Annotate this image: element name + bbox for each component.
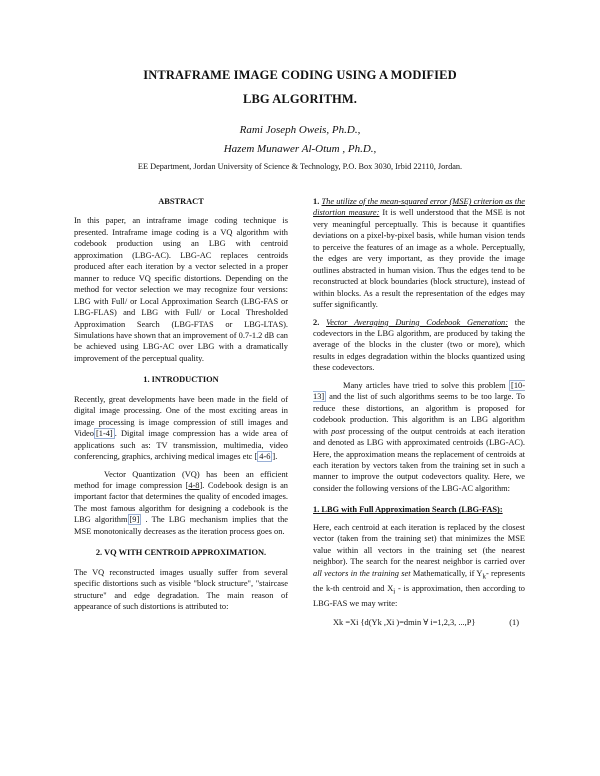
introduction-heading: 1. INTRODUCTION bbox=[143, 375, 219, 385]
abstract-text: In this paper, an intraframe image coding technique is presented. Intraframe image coding is a VQ algorithm with codebook production using an LBG with centroid approximation (LBG-AC). LBG-AC replaces centroids produced after each iteration by a vector selected in a proper manner to reduce VQ specific distortions. Depending on the method for vector selection we may recognize four versions: LBG with Full/ or Local Approximation Search (LBG-FAS or LBG-FLAS) and LBG with Full/ or Local Thresholded Approximation Search (LBG-FTAS or LBG-LTAS). Simulations have shown that an improvement of 0.7-1.2 dB can be achieved using LBG-AC over LBG with a dramatically improvement of the perceptual quality. bbox=[74, 216, 288, 363]
item-1-title: The utilize of the mean-squared error (MSE) criterion as the distortion measure: bbox=[313, 197, 525, 218]
section-2-text: The VQ reconstructed images usually suffer from several specific distortions such as visible "block structure", "staircase structure" and edge degradation. The main reason of appearance of such distortions is attributed to: bbox=[74, 567, 288, 612]
citation-link[interactable]: [9] bbox=[129, 515, 140, 525]
section-2-heading: 2. VQ WITH CENTROID APPROXIMATION. bbox=[95, 548, 267, 558]
item-1: 1. The utilize of the mean-squared error (MSE) criterion as the distortion measure: It is well understood that the MSE is not very meaningful perceptually. This is because it quantifies deviations on a pixel-by-pixel basis, while human vision tends to perceive the features of an image as a whole. Perceptually, the edges are very important, as they provide the image outlines abstracted in human vision. Thus the edges tend to be reconstructed at block boundaries (block structure), instead of within blocks. As a result the representation of the edges may suffer significantly. bbox=[313, 197, 525, 310]
title-line-2: LBG ALGORITHM. bbox=[243, 92, 357, 106]
item-2-title: Vector Averaging During Codebook Generation: bbox=[326, 317, 508, 327]
citation-link[interactable]: [1-4] bbox=[95, 429, 113, 439]
author-1: Rami Joseph Oweis, Ph.D., bbox=[239, 124, 361, 136]
title-line-1: INTRAFRAME IMAGE CODING USING A MODIFIED bbox=[143, 68, 457, 82]
citation-link[interactable]: 4-8 bbox=[188, 480, 200, 490]
left-column bbox=[74, 196, 288, 619]
right-paragraph-3: Many articles have tried to solve this problem [10-13] and the list of such algorithms seems to be too large. To reduce these distortions, an algorithm is proposed for codebook production. This algorithm is an LBG algorithm with post processing of the output centroids at each iteration and denoted as LBG with approximated centroids (LBG-AC). Here, the approximation means the replacement of centroids at each iteration by vectors taken from the training set in such a manner to improve the output codevectors quality. Here, we consider the following versions of the LBG-AC algorithm: bbox=[313, 380, 526, 493]
citation-link[interactable]: [10-13] bbox=[313, 380, 525, 402]
subsection-heading: 1. LBG with Full Approximation Search (LBG-FAS): bbox=[313, 505, 503, 515]
intro-paragraph-2: Vector Quantization (VQ) has been an efficient method for image compression [4-8]. Codebook design is an important factor that determines the quality of encoded images. The most famous algorithm for designing a codebook is the LBG algorithm [9] . The LBG mechanism implies that the MSE monotonically decreases as the iteration process goes on. bbox=[74, 469, 288, 536]
author-2: Hazem Munawer Al-Otum , Ph.D., bbox=[223, 143, 377, 155]
equation-body: Xk =Xi {d(Yk ,Xi )=dmin ∀ i=1,2,3, ...,P} bbox=[333, 618, 476, 628]
equation-number: (1) bbox=[509, 618, 519, 628]
item-2: 2. Vector Averaging During Codebook Generation: the codevectors in the LBG algorithm, are produced by taking the average of the blocks in the cluster (two or more), which results in edges degradation within the blocks quantized using these codevectors. bbox=[313, 317, 526, 373]
abstract-heading: ABSTRACT bbox=[158, 197, 204, 206]
affiliation: EE Department, Jordan University of Science & Technology, P.O. Box 3030, Irbid 22110, Jordan. bbox=[137, 162, 463, 171]
citation-link[interactable]: 4-6 bbox=[259, 452, 271, 462]
right-column bbox=[313, 196, 525, 629]
subsection-text: Here, each centroid at each iteration is replaced by the closest vector (taken from the training set) that minimizes the MSE value within all vectors in the training set (the nearest neighbor). The search for the nearest neighbor is carried over all vectors in the training set Mathematically, if $Y_k-$ represents the k-th centroid and $X_i$ - is approximation, then according to LBG-FAS we may write: bbox=[313, 522, 525, 608]
intro-paragraph-1: Recently, great developments have been made in the field of digital image processing. One of the most exciting areas in image processing is image compression of still images and Video [1-4] . Digital image compression has a wide area of applications such as: TV transmission, multimedia, video conferencing, graphics, archiving medical images etc [ 4-6 ]. bbox=[74, 394, 288, 462]
equation-1 bbox=[313, 617, 525, 628]
